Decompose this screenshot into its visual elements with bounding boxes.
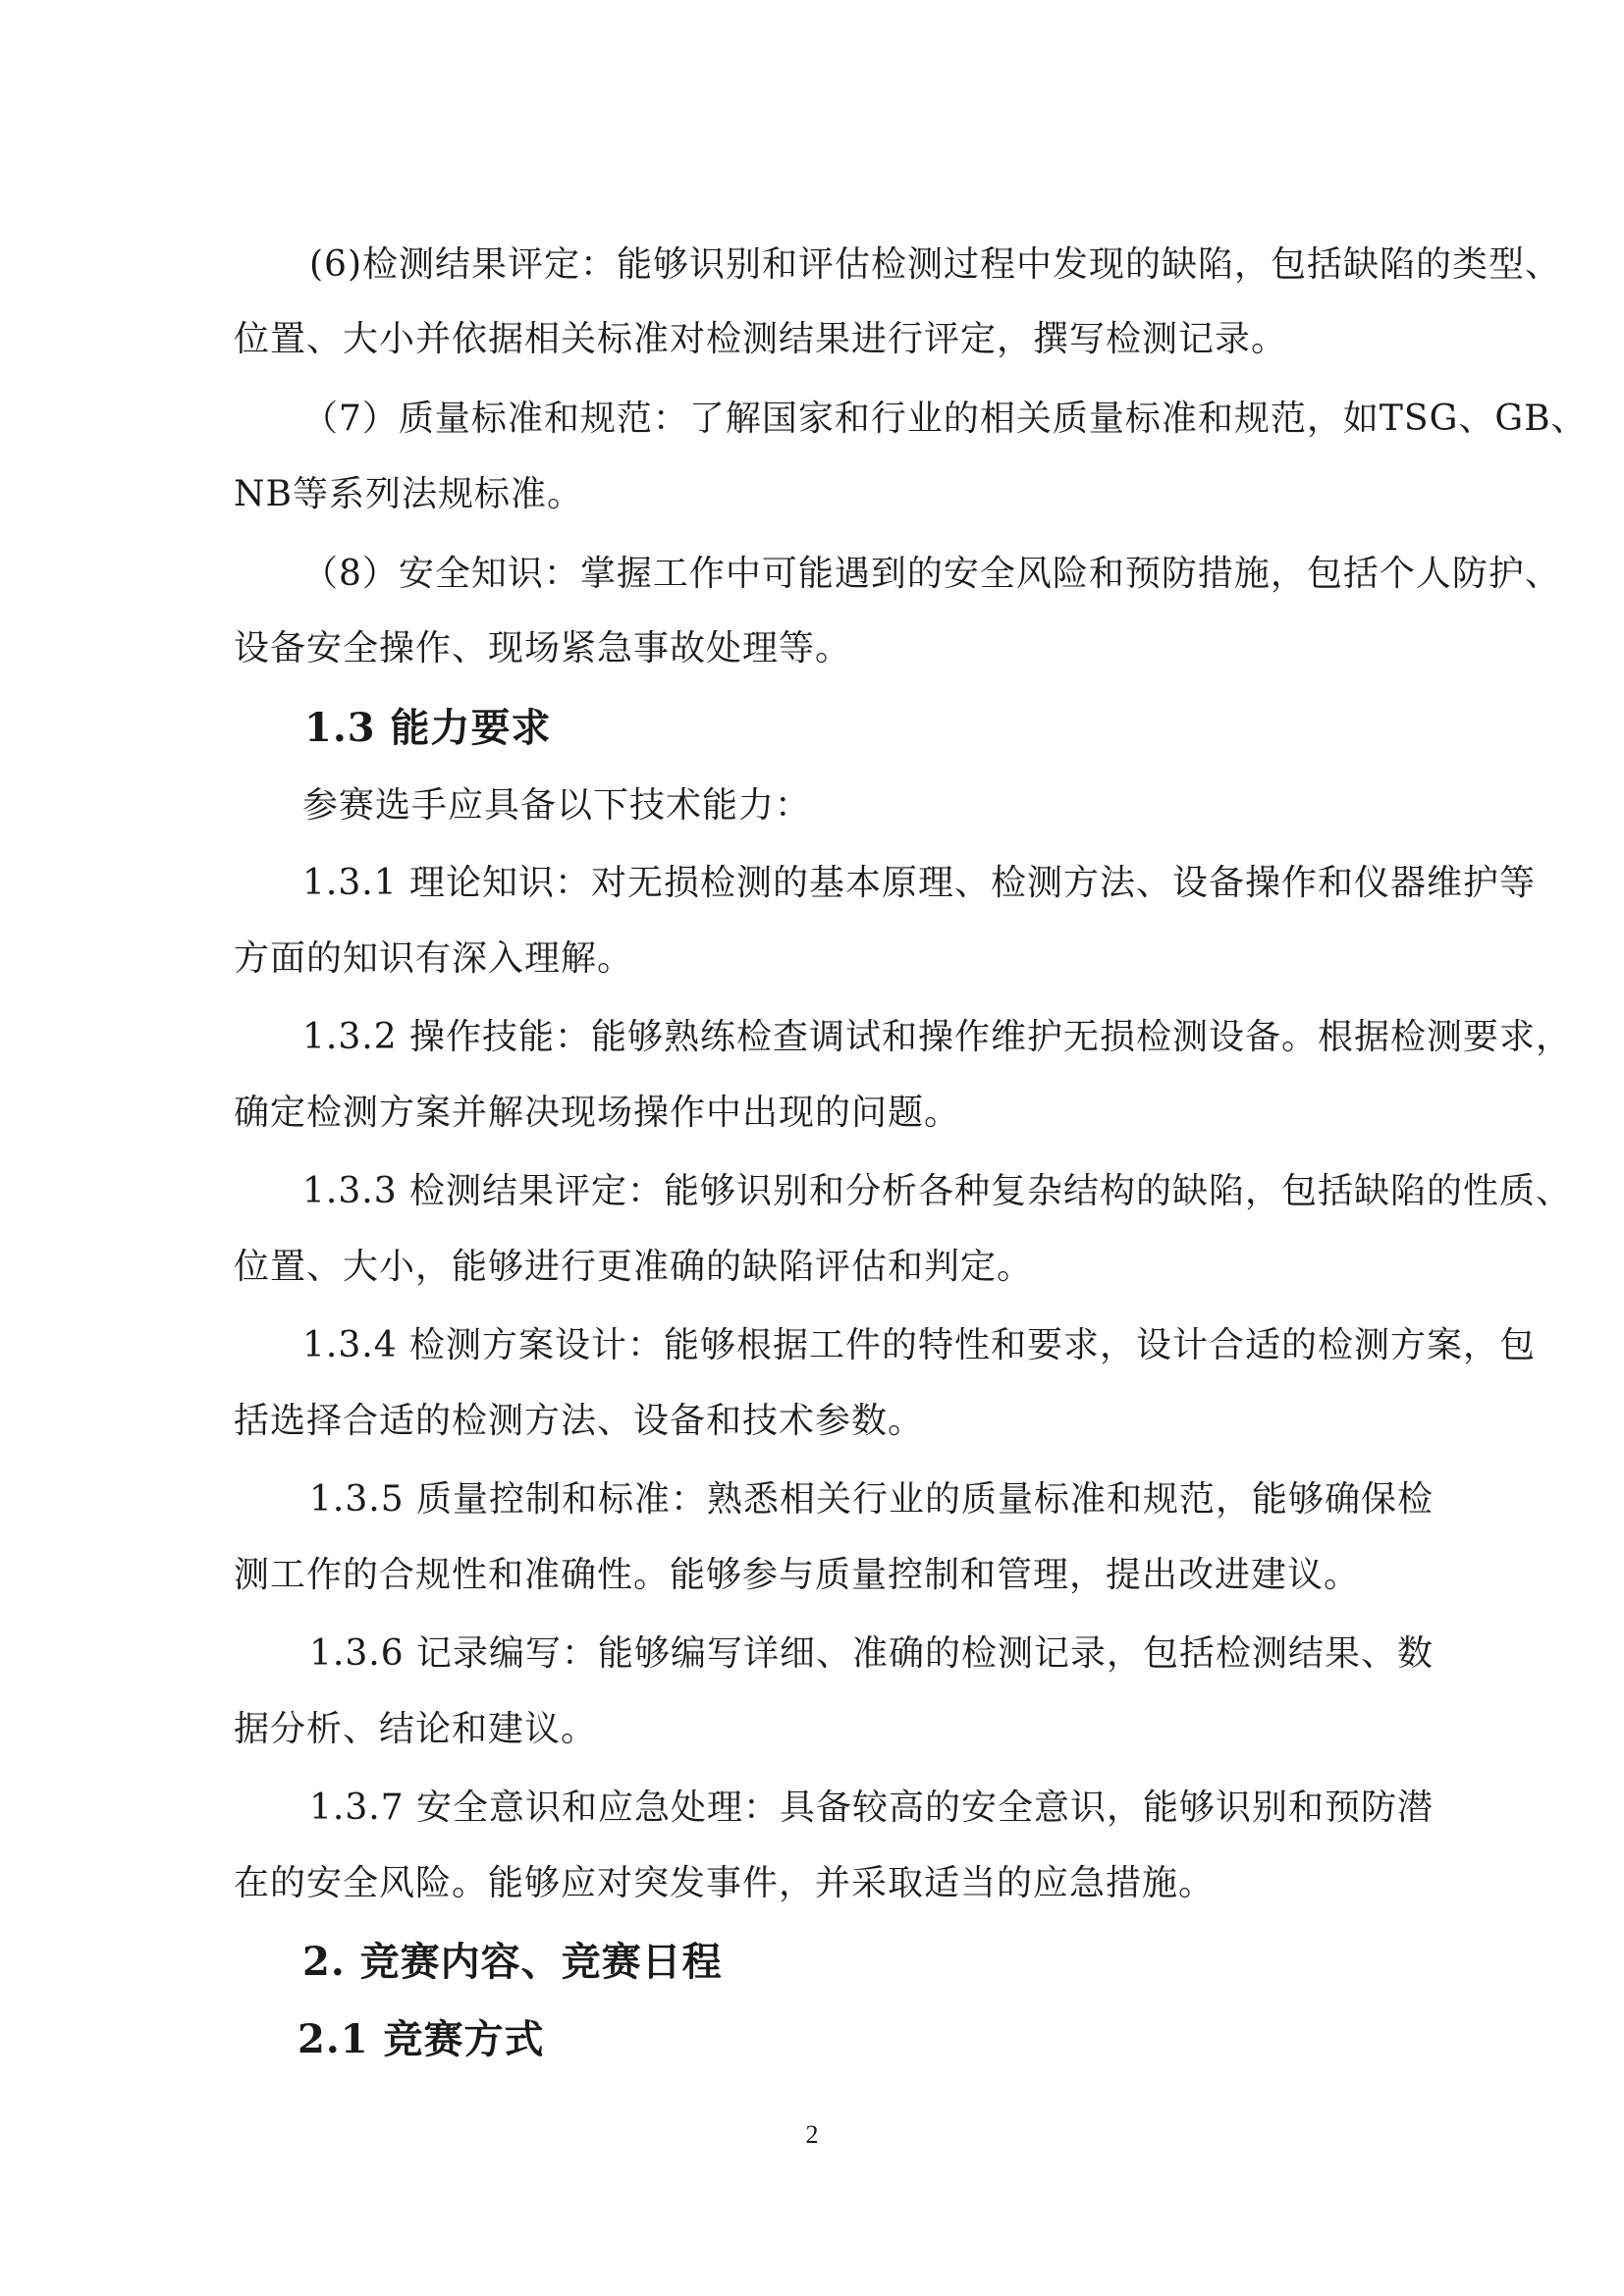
paragraph-1-3-5-line-2: 测工作的合规性和准确性。能够参与质量控制和管理，提出改进建议。 [234,1555,1361,1595]
paragraph-1-3-3-line-2: 位置、大小，能够进行更准确的缺陷评估和判定。 [234,1247,1034,1287]
paragraph-7-line-2: NB等系列法规标准。 [234,474,583,514]
paragraph-1-3-2-line-2: 确定检测方案并解决现场操作中出现的问题。 [234,1093,961,1133]
paragraph-1-3-7-line-1: 1.3.7 安全意识和应急处理：具备较高的安全意识，能够识别和预防潜 [309,1788,1435,1828]
paragraph-8-line-2: 设备安全操作、现场紧急事故处理等。 [234,628,852,668]
paragraph-1-3-6-line-1: 1.3.6 记录编写：能够编写详细、准确的检测记录，包括检测结果、数 [309,1633,1435,1674]
paragraph-7-line-1: （7）质量标准和规范：了解国家和行业的相关质量标准和规范，如TSG、GB、 [302,399,1588,439]
paragraph-1-3-4-line-1: 1.3.4 检测方案设计：能够根据工件的特性和要求，设计合适的检测方案，包 [302,1325,1537,1365]
paragraph-1-3-4-line-2: 括选择合适的检测方法、设备和技术参数。 [234,1401,925,1441]
paragraph-1-3-6-line-2: 据分析、结论和建议。 [234,1709,598,1749]
paragraph-1-3-7-line-2: 在的安全风险。能够应对突发事件，并采取适当的应急措施。 [234,1863,1216,1903]
paragraph-1-3-5-line-1: 1.3.5 质量控制和标准：熟悉相关行业的质量标准和规范，能够确保检 [309,1479,1435,1520]
paragraph-6-line-1: (6)检测结果评定：能够识别和评估检测过程中发现的缺陷，包括缺陷的类型、 [309,244,1561,285]
section-heading-2: 2. 竞赛内容、竞赛日程 [302,1939,723,1985]
section-heading-2-1: 2.1 竞赛方式 [298,2016,545,2062]
intro-line: 参赛选手应具备以下技术能力： [302,785,812,826]
paragraph-8-line-1: （8）安全知识：掌握工作中可能遇到的安全风险和预防措施，包括个人防护、 [302,554,1561,594]
paragraph-1-3-1-line-2: 方面的知识有深入理解。 [234,938,634,979]
section-heading-1-3: 1.3 能力要求 [304,705,552,751]
paragraph-1-3-1-line-1: 1.3.1 理论知识：对无损检测的基本原理、检测方法、设备操作和仪器维护等 [302,863,1537,903]
paragraph-6-line-2: 位置、大小并依据相关标准对检测结果进行评定，撰写检测记录。 [234,319,1288,359]
paragraph-1-3-3-line-1: 1.3.3 检测结果评定：能够识别和分析各种复杂结构的缺陷，包括缺陷的性质、 [302,1171,1573,1211]
page-number: 2 [805,2120,819,2149]
paragraph-1-3-2-line-1: 1.3.2 操作技能：能够熟练检查调试和操作维护无损检测设备。根据检测要求， [302,1017,1573,1057]
